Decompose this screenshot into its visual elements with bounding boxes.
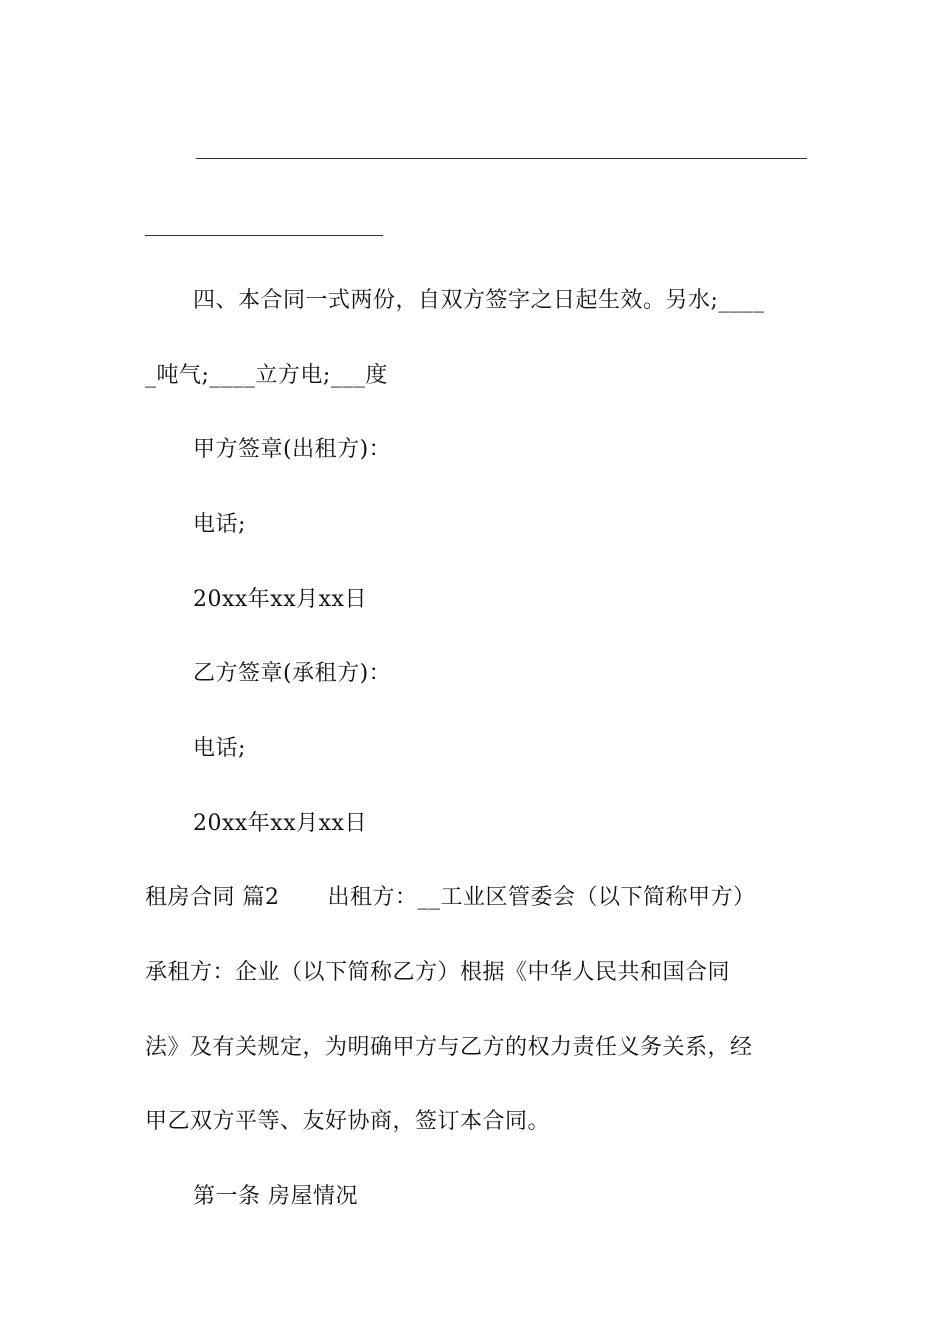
clause-four-line-1: 四、本合同一式两份，自双方签字之日起生效。另水;____ [193, 288, 765, 313]
lessee-paragraph-line-2: 法》及有关规定，为明确甲方与乙方的权力责任义务关系，经 [145, 1035, 753, 1060]
party-a-date: 20xx年xx月xx日 [193, 587, 367, 612]
party-b-phone-label: 电话; [193, 736, 246, 761]
blank-fill-line [145, 235, 383, 236]
contract-section-heading-line [145, 883, 810, 913]
party-a-signature-label: 甲方签章(出租方)： [193, 437, 392, 462]
lessee-paragraph-line-1: 承租方：企业（以下简称乙方）根据《中华人民共和国合同 [145, 960, 731, 985]
article-one-heading: 第一条 房屋情况 [193, 1184, 358, 1209]
blank-fill-line [196, 158, 807, 159]
lessee-paragraph-line-3: 甲乙双方平等、友好协商，签订本合同。 [145, 1109, 551, 1134]
party-b-signature-label: 乙方签章(承租方)： [193, 661, 392, 686]
contract-title: 租房合同 篇2 [145, 885, 280, 910]
clause-four-line-2: _吨气;____立方电;___度 [145, 363, 388, 388]
lessor-line: 出租方：__工业区管委会（以下简称甲方） [327, 885, 756, 910]
party-a-phone-label: 电话; [193, 512, 246, 537]
party-b-date: 20xx年xx月xx日 [193, 811, 367, 836]
